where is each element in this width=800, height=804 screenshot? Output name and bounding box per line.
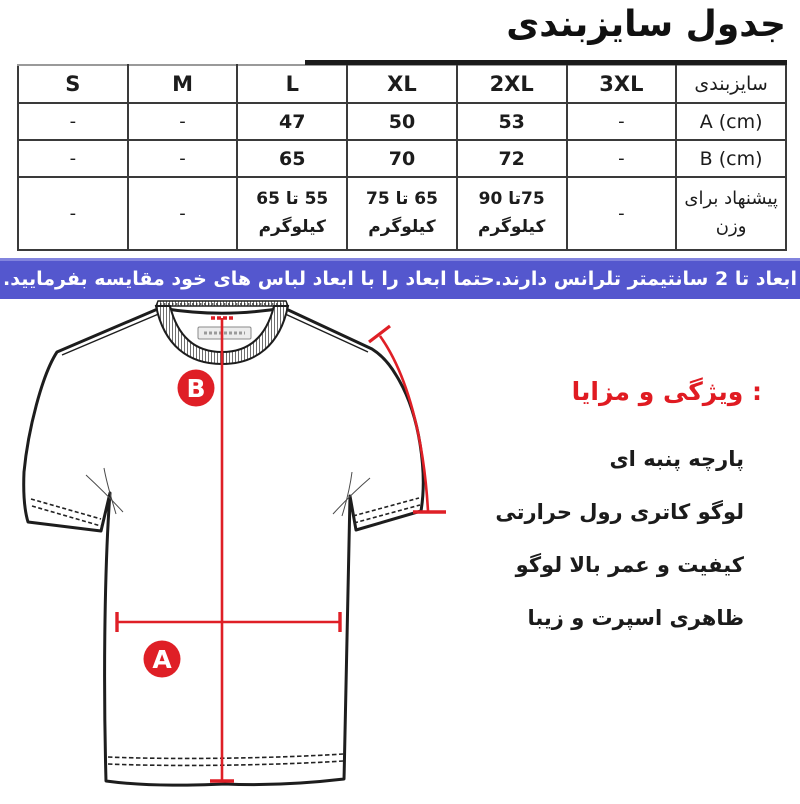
col-header-xl: XL [347,65,457,103]
row-label-weight: پیشنهاد برای وزن [676,177,786,250]
cell-b-l: 65 [237,140,347,176]
features-list [495,446,744,658]
weight-range-xl: 65 تا 75 [365,189,438,210]
cell-a-s: - [18,103,128,140]
page-title: جدول سایزبندی [506,4,786,45]
weight-unit-xl: کیلوگرم [368,217,436,238]
measure-sleeve-top-tick [369,326,390,342]
weight-range-l: 55 تا 65 [256,189,329,210]
size-table-header-row [18,65,786,103]
cell-b-2xl: 72 [457,140,567,176]
feature-item-appearance: ظاهری اسپرت و زیبا [527,606,744,630]
cell-w-s: - [18,177,128,250]
cell-b-m: - [128,140,238,176]
cell-a-3xl: - [567,103,677,140]
cell-b-3xl: - [567,140,677,176]
cell-w-xl [347,177,457,250]
cell-a-m: - [128,103,238,140]
col-header-s: S [18,65,128,103]
cell-w-l [237,177,347,250]
weight-unit-l: کیلوگرم [258,217,326,238]
tolerance-notice-banner: ابعاد تا 2 سانتیمتر تلرانس دارند.حتما ابعاد را با ابعاد لباس های خود مقایسه بفرمایید. [0,258,800,299]
col-header-l: L [237,65,347,103]
weight-range-2xl: 75تا 90 [478,189,545,210]
feature-item-logo-quality: کیفیت و عمر بالا لوگو [515,553,744,577]
cell-b-xl: 70 [347,140,457,176]
tshirt-measurement-diagram [0,300,470,800]
col-header-2xl: 2XL [457,65,567,103]
col-header-3xl: 3XL [567,65,677,103]
size-table [17,64,787,251]
table-top-border-accent [305,60,787,65]
marker-a-letter: A [152,645,172,674]
cell-w-2xl [457,177,567,250]
cell-a-l: 47 [237,103,347,140]
cell-w-m: - [128,177,238,250]
col-header-m: M [128,65,238,103]
cell-b-s: - [18,140,128,176]
row-label-b: B (cm) [676,140,786,176]
cell-a-2xl: 53 [457,103,567,140]
feature-item-logo-type: لوگو کاتری رول حرارتی [495,500,744,524]
table-row-a [18,103,786,140]
row-label-a: A (cm) [676,103,786,140]
tshirt-body-outline [24,308,423,785]
cell-w-3xl: - [567,177,677,250]
table-row-b [18,140,786,176]
table-row-weight [18,177,786,250]
tshirt-drawing [0,300,470,800]
cell-a-xl: 50 [347,103,457,140]
col-header-sizing: سایزبندی [676,65,786,103]
weight-unit-2xl: کیلوگرم [477,217,546,238]
marker-b-letter: B [186,374,206,403]
features-heading: ویژگی و مزایا : [571,377,762,406]
feature-item-fabric: پارچه پنبه ای [609,447,744,471]
